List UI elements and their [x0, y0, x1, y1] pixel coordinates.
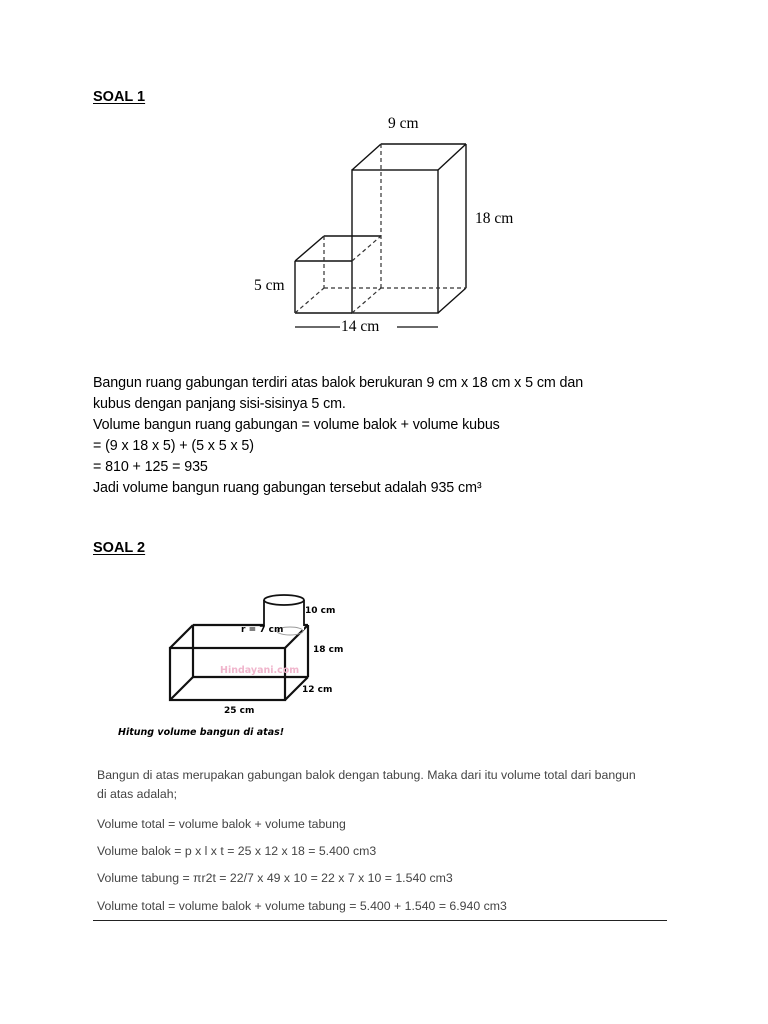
- composite-cuboid-diagram: [240, 110, 540, 350]
- soal-2-figure: [160, 590, 360, 750]
- text-line: Volume tabung = πr2t = 22/7 x 49 x 10 = 22 x 7 x 10 = 1.540 cm3: [97, 871, 453, 885]
- label-box-width: 12 cm: [302, 685, 333, 695]
- text-line: Volume total = volume balok + volume tabung = 5.400 + 1.540 = 6.940 cm3: [97, 899, 507, 913]
- label-cylinder-height: 10 cm: [305, 606, 336, 616]
- label-height-tall: 18 cm: [475, 210, 514, 227]
- text-line: Bangun di atas merupakan gabungan balok dengan tabung. Maka dari itu volume total dari bangun: [97, 768, 636, 782]
- label-height-cube: 5 cm: [254, 277, 285, 294]
- text-line: Volume total = volume balok + volume tabung: [97, 817, 346, 831]
- text-line: = (9 x 18 x 5) + (5 x 5 x 5): [93, 438, 254, 454]
- label-radius: r = 7 cm: [241, 625, 284, 635]
- text-line: Bangun ruang gabungan terdiri atas balok berukuran 9 cm x 18 cm x 5 cm dan: [93, 375, 584, 391]
- text-line: = 810 + 125 = 935: [93, 459, 208, 475]
- label-box-height: 18 cm: [313, 645, 344, 655]
- text-line: Jadi volume bangun ruang gabungan tersebut adalah 935 cm³: [93, 480, 482, 496]
- label-box-length: 25 cm: [224, 706, 255, 716]
- label-base-length: 14 cm: [341, 318, 380, 335]
- horizontal-rule: [93, 920, 667, 921]
- label-top-width: 9 cm: [388, 115, 419, 132]
- soal-2-heading: SOAL 2: [93, 540, 146, 556]
- text-line: Volume bangun ruang gabungan = volume balok + volume kubus: [93, 417, 500, 433]
- soal-2-explanation: [97, 768, 667, 918]
- soal-1-explanation: [93, 373, 693, 499]
- watermark: Hindayani.com: [220, 665, 300, 676]
- text-line: kubus dengan panjang sisi-sisinya 5 cm.: [93, 396, 346, 412]
- soal-1-figure: [240, 110, 540, 350]
- soal-2-caption: Hitung volume bangun di atas!: [118, 727, 285, 738]
- text-line: di atas adalah;: [97, 787, 177, 801]
- text-line: Volume balok = p x l x t = 25 x 12 x 18 = 5.400 cm3: [97, 844, 377, 858]
- soal-1-heading: SOAL 1: [93, 89, 146, 105]
